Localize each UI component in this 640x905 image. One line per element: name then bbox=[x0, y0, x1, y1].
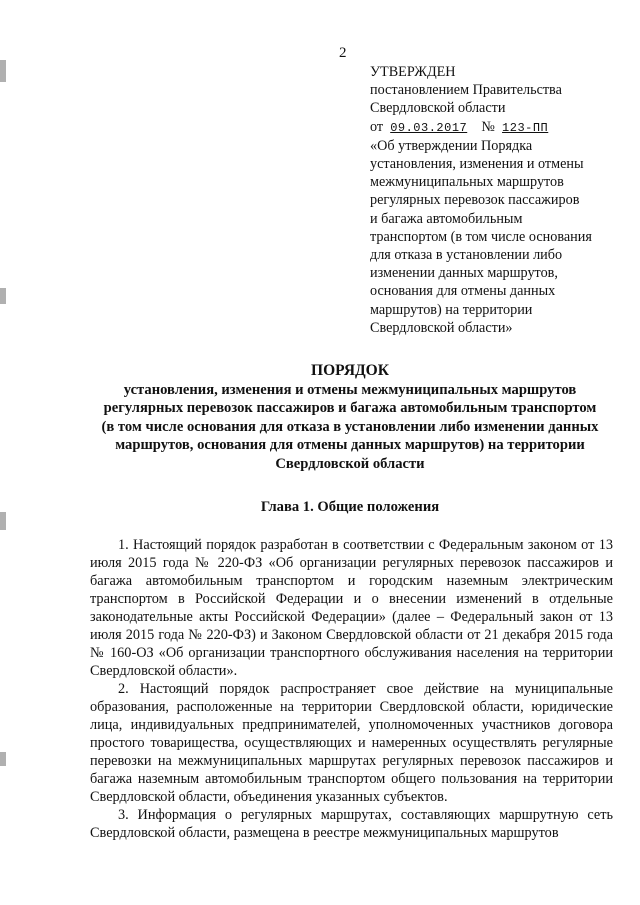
title-line: установления, изменения и отмены межмуниципальных маршрутов bbox=[123, 381, 577, 398]
title-heading: ПОРЯДОК bbox=[311, 362, 389, 379]
scan-artifact bbox=[0, 752, 6, 766]
approval-number: 123-ПП bbox=[502, 120, 549, 135]
subject-line: Свердловской области» bbox=[370, 319, 513, 336]
subject-line: и багажа автомобильным bbox=[370, 210, 523, 227]
document-title bbox=[60, 362, 640, 474]
body-text bbox=[90, 536, 613, 842]
page-number: 2 bbox=[339, 45, 347, 61]
subject-line: регулярных перевозок пассажиров bbox=[370, 192, 580, 209]
approval-block bbox=[370, 63, 620, 337]
paragraph: 3. Информация о регулярных маршрутах, составляющих маршрутную сеть Свердловской области, размещена в реестре межмуниципальных маршрутов bbox=[90, 807, 613, 841]
title-line: Свердловской области bbox=[275, 455, 425, 472]
approval-line-2: Свердловской области bbox=[370, 100, 506, 117]
subject-line: изменении данных маршрутов, bbox=[370, 265, 558, 282]
subject-line: установления, изменения и отмены bbox=[370, 156, 584, 173]
subject-line: «Об утверждении Порядка bbox=[370, 137, 533, 154]
subject-line: межмуниципальных маршрутов bbox=[370, 174, 564, 191]
title-line: (в том числе основания для отказа в установлении либо изменении данных bbox=[101, 418, 599, 435]
title-line: маршрутов, основания для отмены данных маршрутов) на территории bbox=[115, 437, 585, 454]
title-line: регулярных перевозок пассажиров и багажа автомобильным транспортом bbox=[103, 400, 597, 417]
approval-date: 09.03.2017 bbox=[390, 120, 468, 135]
approved-label: УТВЕРЖДЕН bbox=[370, 64, 456, 80]
subject-line: для отказа в установлении либо bbox=[370, 247, 563, 264]
scan-artifact bbox=[0, 512, 6, 530]
number-prefix: № bbox=[481, 118, 495, 135]
subject-line: основания для отмены данных bbox=[370, 283, 556, 300]
subject-line: транспортом (в том числе основания bbox=[370, 228, 592, 245]
date-prefix: от bbox=[370, 118, 384, 135]
scan-artifact bbox=[0, 60, 6, 82]
approval-line-1: постановлением Правительства bbox=[370, 82, 562, 99]
paragraph: 1. Настоящий порядок разработан в соответствии с Федеральным законом от 13 июля 2015 года № 220-ФЗ «Об организации регулярных перевозок пассажиров и багажа автомобильным транспортом и городским наземным электрическим транспортом в Российской Федерации и о внесении изменений в отдельные законодательные акты Российской Федерации» (далее – Федеральный закон от 13 июля 2015 года № 220-ФЗ) и Законом Свердловской области от 21 декабря 2015 года № 160-ОЗ «Об организации транспортного обслуживания населения на территории Свердловской области». bbox=[90, 537, 613, 679]
paragraph: 2. Настоящий порядок распространяет свое действие на муниципальные образования, расположенные на территории Свердловской области, юридические лица, индивидуальных предпринимателей, уполномоченных участников договора простого товарищества, осуществляющих и намеренных осуществлять регулярные перевозки на межмуниципальных маршрутах регулярных перевозок пассажиров и багажа наземным автомобильным транспортом общего пользования на территории Свердловской области, объединения указанных субъектов. bbox=[90, 681, 613, 805]
approval-date-line bbox=[370, 118, 620, 137]
chapter-heading: Глава 1. Общие положения bbox=[260, 499, 440, 515]
scan-artifact bbox=[0, 288, 6, 304]
subject-line: маршрутов) на территории bbox=[370, 301, 533, 318]
